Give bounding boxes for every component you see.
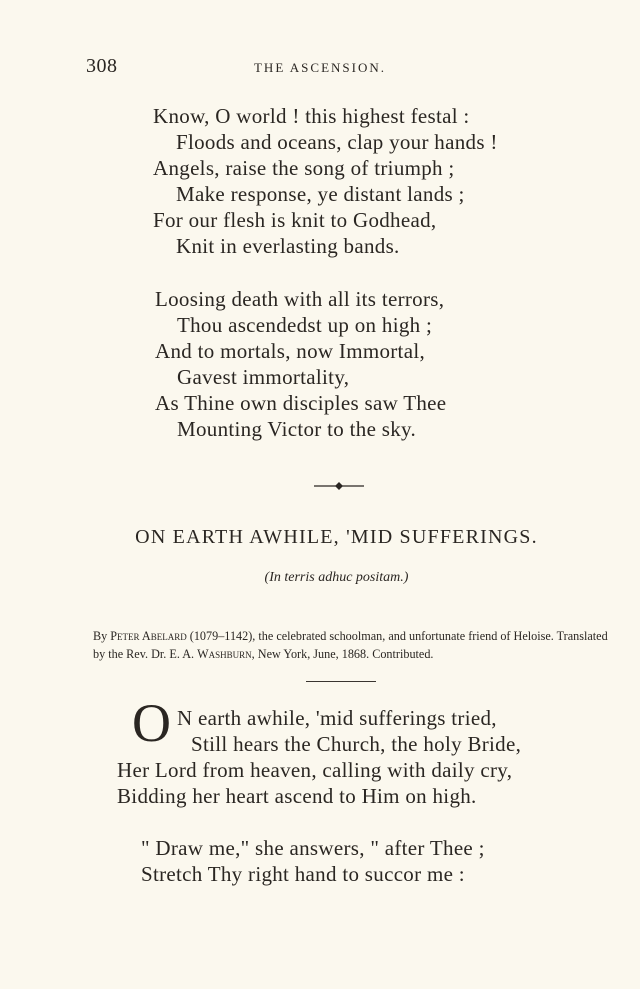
credit-translator: Washburn, xyxy=(197,647,255,661)
verse-line: Mounting Victor to the sky. xyxy=(177,417,416,441)
running-head: THE ASCENSION. xyxy=(253,60,386,75)
credit-by: By xyxy=(93,629,108,643)
hymn-credit xyxy=(93,627,613,663)
drop-cap: O xyxy=(132,693,171,753)
hymn-subtitle: (In terris adhuc positam.) xyxy=(264,570,409,585)
verse-line: Knit in everlasting bands. xyxy=(176,234,400,258)
hymn-title: ON EARTH AWHILE, 'MID SUFFERINGS. xyxy=(135,526,538,548)
credit-rule xyxy=(306,681,376,682)
verse-line: Stretch Thy right hand to succor me : xyxy=(141,862,465,886)
verse-line: Angels, raise the song of triumph ; xyxy=(153,156,455,180)
verse-line: For our flesh is knit to Godhead, xyxy=(153,208,437,232)
verse-line: Gavest immortality, xyxy=(177,365,350,389)
verse-line: Make response, ye distant lands ; xyxy=(176,182,465,206)
verse-line: As Thine own disciples saw Thee xyxy=(155,391,447,415)
verse-line: Her Lord from heaven, calling with daily cry, xyxy=(117,758,513,782)
verse-line: And to mortals, now Immortal, xyxy=(155,339,425,363)
verse-line: N earth awhile, 'mid sufferings tried, xyxy=(177,706,497,730)
verse-line: Thou ascendedst up on high ; xyxy=(177,313,433,337)
credit-contributed: Contributed. xyxy=(372,647,434,661)
verse-line: Still hears the Church, the holy Bride, xyxy=(191,732,522,756)
page-number: 308 xyxy=(86,55,118,77)
credit-dates: (1079–1142), the celebrated schoolman, and unfortunate friend of Heloise. xyxy=(189,629,554,643)
verse-line: Loosing death with all its terrors, xyxy=(155,287,445,311)
credit-author: Peter Abelard xyxy=(110,629,187,643)
verse-line: Bidding her heart ascend to Him on high. xyxy=(117,784,477,808)
credit-translation: Translated by the Rev. Dr. E. A. xyxy=(93,629,608,661)
verse-line: " Draw me," she answers, " after Thee ; xyxy=(141,836,485,860)
divider-ornament xyxy=(312,479,366,493)
verse-line: Floods and oceans, clap your hands ! xyxy=(176,130,498,154)
verse-line: Know, O world ! this highest festal : xyxy=(153,104,470,128)
credit-place-date: New York, June, 1868. xyxy=(257,647,370,661)
